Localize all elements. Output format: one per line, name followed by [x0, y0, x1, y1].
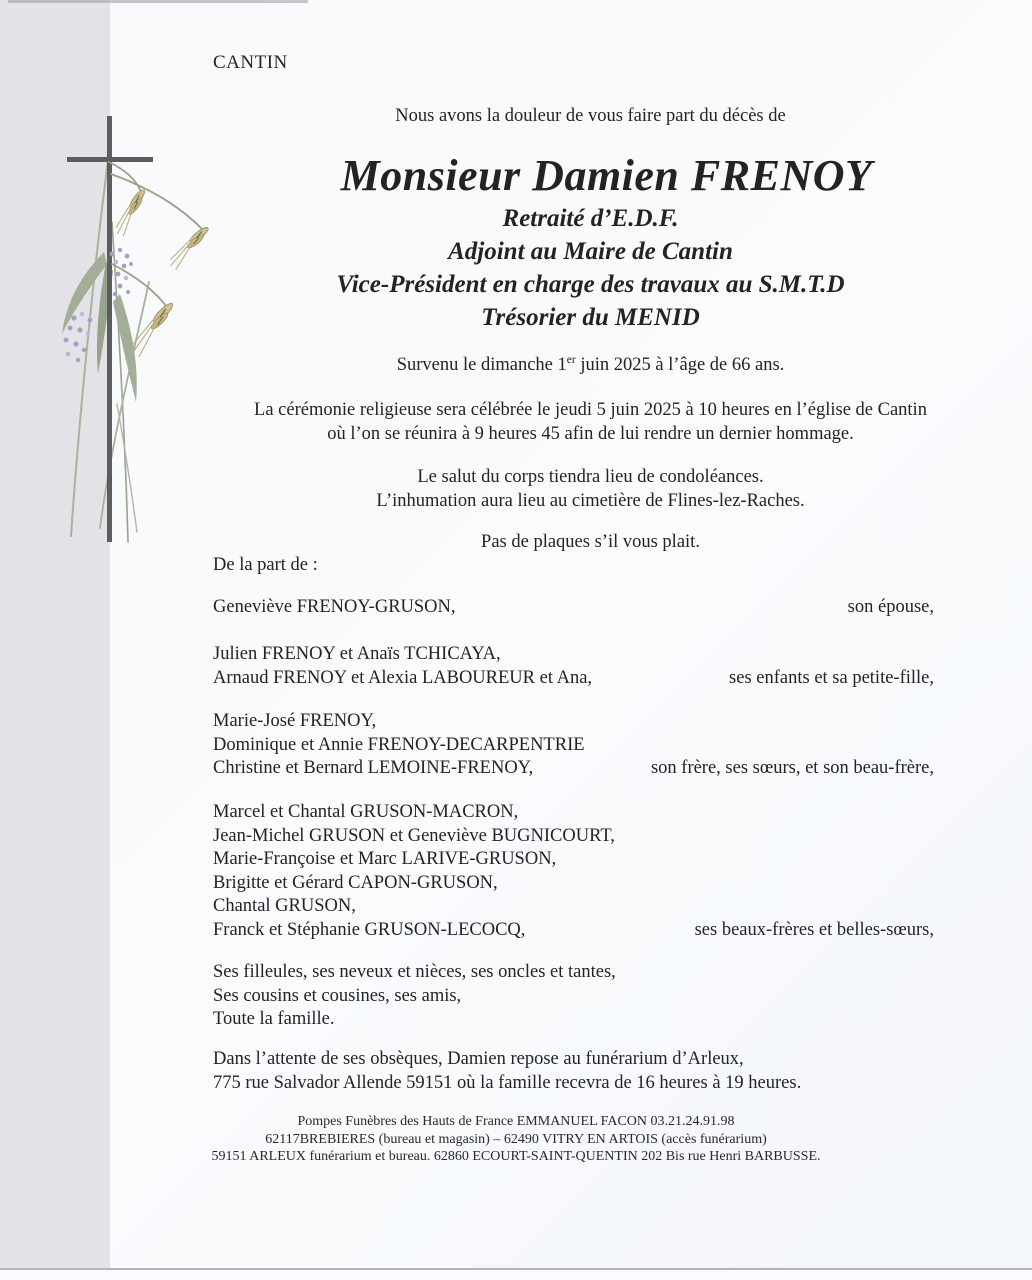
condolences-block — [213, 466, 968, 513]
family-member: Ses filleules, ses neveux et nièces, ses oncles et tantes, — [213, 962, 616, 982]
relation-label: son épouse, — [847, 597, 934, 617]
scan-top-edge — [8, 0, 308, 3]
family-group-inlaws — [213, 801, 968, 942]
relation-label: ses beaux-frères et belles-sœurs, — [694, 919, 934, 940]
wheat-stems-icon — [109, 162, 203, 306]
family-heading: De la part de : — [213, 555, 318, 575]
deceased-title-line: Vice-Président en charge des travaux au S.M.T.D — [336, 271, 845, 298]
family-member: Toute la famille. — [213, 1009, 335, 1029]
deceased-title-line: Trésorier du MENID — [481, 304, 700, 331]
family-group-children — [213, 643, 968, 690]
wake-block — [213, 1048, 968, 1095]
funeral-home-footer — [0, 1113, 1032, 1166]
burial-line: L’inhumation aura lieu au cimetière de Flines-lez-Raches. — [376, 490, 805, 511]
wake-line-2: 775 rue Salvador Allende 59151 où la famille recevra de 16 heures à 19 heures. — [213, 1072, 802, 1093]
condolences-line: Le salut du corps tiendra lieu de condoléances. — [417, 467, 764, 487]
family-group-siblings — [213, 710, 968, 781]
footer-line-1: Pompes Funèbres des Hauts de France EMMANUEL FACON 03.21.24.91.98 — [297, 1114, 735, 1129]
cross-and-wheat-decoration — [8, 104, 223, 554]
intro-line: Nous avons la douleur de vous faire part du décès de — [395, 106, 786, 126]
family-member: Dominique et Annie FRENOY-DECARPENTRIE — [213, 734, 585, 755]
family-member: Arnaud FRENOY et Alexia LABOUREUR et Ana, — [213, 667, 593, 688]
ordinal-superscript: er — [566, 353, 576, 366]
family-member: Jean-Michel GRUSON et Geneviève BUGNICOURT, — [213, 825, 615, 846]
deceased-title-line: Retraité d’E.D.F. — [502, 205, 679, 232]
scan-bed — [0, 1270, 1032, 1280]
family-member: Marie-José FRENOY, — [213, 711, 377, 731]
family-member: Brigitte et Gérard CAPON-GRUSON, — [213, 872, 498, 893]
relation-label: ses enfants et sa petite-fille, — [729, 667, 934, 688]
family-group-extended — [213, 961, 968, 1032]
footer-line-2: 62117BREBIERES (bureau et magasin) – 62490 VITRY EN ARTOIS (accès funérarium) — [265, 1131, 767, 1147]
family-member: Franck et Stéphanie GRUSON-LECOCQ, — [213, 919, 526, 940]
wake-line-1: Dans l’attente de ses obsèques, Damien repose au funérarium d’Arleux, — [213, 1049, 744, 1069]
deceased-titles — [213, 202, 968, 334]
family-member: Marcel et Chantal GRUSON-MACRON, — [213, 802, 519, 822]
death-date-line: Survenu le dimanche 1er juin 2025 à l’âge de 66 ans. — [396, 353, 785, 375]
family-member: Chantal GRUSON, — [213, 896, 356, 916]
location-label: CANTIN — [213, 52, 288, 73]
family-member: Marie-Françoise et Marc LARIVE-GRUSON, — [213, 849, 557, 869]
family-member: Julien FRENOY et Anaïs TCHICAYA, — [213, 644, 501, 664]
family-member: Christine et Bernard LEMOINE-FRENOY, — [213, 758, 534, 778]
ceremony-line-2: où l’on se réunira à 9 heures 45 afin de lui rendre un dernier hommage. — [327, 424, 854, 444]
ceremony-line-1: La cérémonie religieuse sera célébrée le jeudi 5 juin 2025 à 10 heures en l’église de Cantin — [254, 400, 927, 420]
family-member: Geneviève FRENOY-GRUSON, — [213, 597, 456, 617]
leaves-icon — [62, 252, 137, 402]
deceased-title-line: Adjoint au Maire de Cantin — [448, 238, 733, 265]
no-plaques-line: Pas de plaques s’il vous plait. — [481, 532, 700, 552]
ceremony-block — [213, 398, 968, 446]
footer-line-3: 59151 ARLEUX funérarium et bureau. 62860 ECOURT-SAINT-QUENTIN 202 Bis rue Henri BARBUSSE. — [211, 1149, 821, 1165]
relation-label: son frère, ses sœurs, et son beau-frère, — [650, 758, 934, 778]
family-member: Ses cousins et cousines, ses amis, — [213, 985, 462, 1006]
family-group-spouse — [213, 596, 968, 620]
deceased-name: Monsieur Damien FRENOY — [340, 151, 873, 200]
